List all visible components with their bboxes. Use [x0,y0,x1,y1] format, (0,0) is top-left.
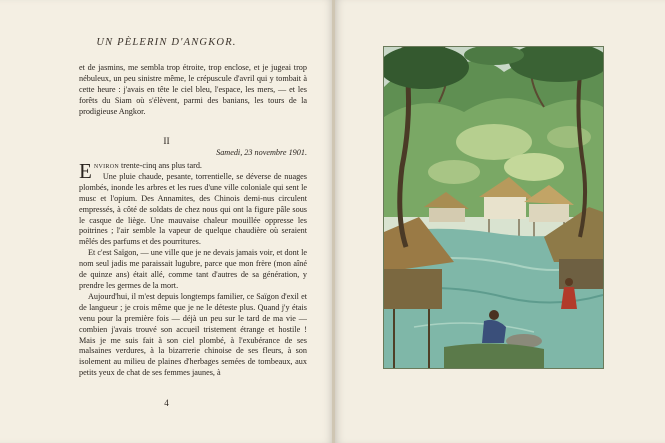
paragraph-4: Et c'est Saïgon, — une ville que je ne devais jamais voir, et dont le nom seul jadis me paraissait lugubre, parce que mon frère (mon aîné de quinze ans) était allé, comme tant d'autres de sa génération, y prendre les germes de la mort. [79,248,307,290]
drop-cap: E [79,159,92,183]
paragraph-2 [79,159,307,183]
text-block-main [79,161,307,379]
text-block-top [79,63,307,118]
paragraph-3: Une pluie chaude, pesante, torrentielle, se déverse de nuages plombés, inonde les arbres et les rues d'une ville coloniale qui sent le musc et l'opium. Des Annamites, des Chinois demi-nus circulent empressés, à côté de soldats de chez nous qui ont la figure pâle sous le casque de liège. Une mauvaise chaleur mouillée oppresse les poitrines ; l'air semble la vapeur de quelque chaudière où seraient mêlés des parfums et des pourritures. [79,171,307,247]
running-head: UN PÈLERIN D'ANGKOR. [96,37,237,48]
village-river-illustration [384,47,603,368]
paragraph-2-smallcaps: nviron [93,161,119,170]
paragraph-1: et de jasmins, me sembla trop étroite, trop enclose, et je jugeai trop nébuleux, un peu sinistre même, le crépuscule d'avril qui y tombait à cette heure : j'avais en tête le ciel bleu, l'espace, les mers, — et les forêts du Siam où s'élèvent, parmi des banians, les tours de la prodigieuse Angkor. [79,63,307,116]
paragraph-5: Aujourd'hui, il m'est depuis longtemps familier, ce Saïgon d'exil et de langueur ; je crois même que je ne le déteste plus. Quand j'y étais venu pour la première fois — déjà un peu sur le tard de ma vie — combien j'avais trouvé son accueil tristement étrange et hostile ! Mais je me suis fait à son ciel plombé, à l'exubérance de ses malsaines verdures, à la bizarrerie chinoise de ses fleurs, à son isolement au milieu de plaines d'herbages semées de tombeaux, aux petits yeux de chat de ses femmes jaunes, à [79,291,307,378]
illustration-plate [383,46,604,369]
page-number: 4 [164,398,169,408]
dateline: Samedi, 23 novembre 1901. [216,148,307,157]
paragraph-2-text: trente-cinq ans plus tard. [118,161,202,170]
chapter-number: II [163,137,170,147]
